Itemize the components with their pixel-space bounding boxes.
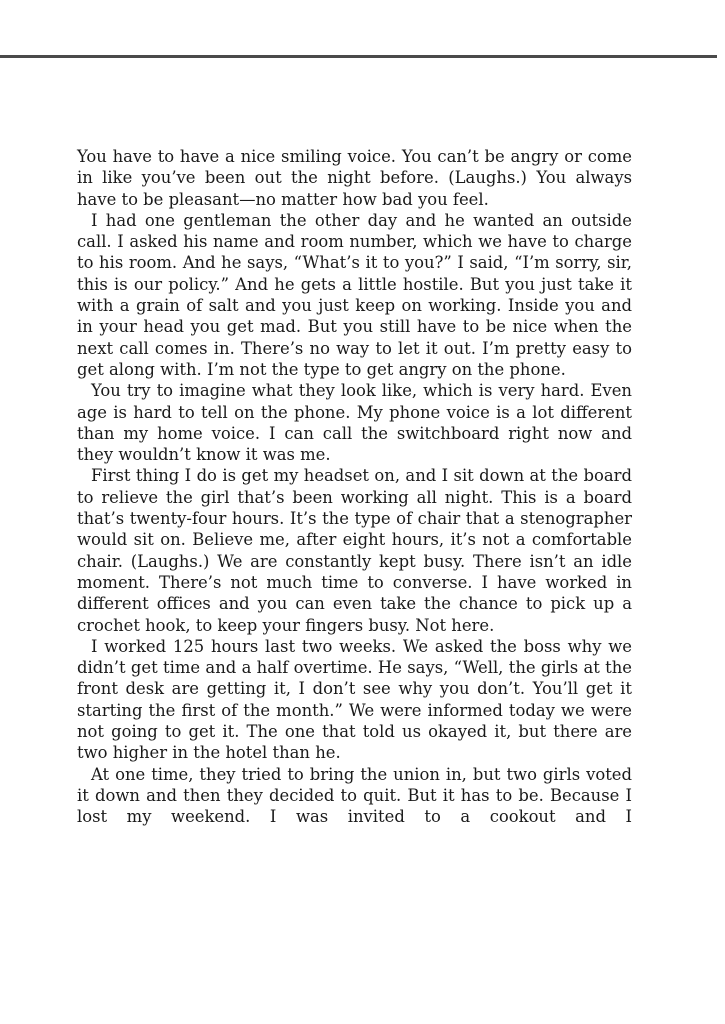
paragraph: I worked 125 hours last two weeks. We asked the boss why we didn’t get time and a half overtime. He says, “Well, the girls at the front desk are getting it, I don’t see why you don’t. You’ll get it starting the first of the month.” We were informed today we were not going to get it. The one that told us okayed it, but there are two higher in the hotel than he. <box>77 636 632 763</box>
paragraph: You have to have a nice smiling voice. You can’t be angry or come in like you’ve been out the night before. (Laughs.) You always have to be pleasant—no matter how bad you feel. <box>77 147 632 209</box>
paragraph: First thing I do is get my headset on, and I sit down at the board to relieve the girl that’s been working all night. This is a board that’s twenty-four hours. It’s the type of chair that a stenographer would sit on. Believe me, after eight hours, it’s not a comfortable chair. (Laughs.) We are constantly kept busy. There isn’t an idle moment. There’s not much time to converse. I have worked in different offices and you can even take the chance to pick up a crochet hook, to keep your fingers busy. Not here. <box>77 466 632 635</box>
top-divider-line <box>0 55 717 58</box>
paragraph: At one time, they tried to bring the union in, but two girls voted it down and then they decided to quit. But it has to be. Because I lost my weekend. I was invited to a cookout and I <box>77 764 632 827</box>
page-body-text <box>77 146 632 828</box>
paragraph: You try to imagine what they look like, which is very hard. Even age is hard to tell on the phone. My phone voice is a lot different than my home voice. I can call the switchboard right now and they wouldn’t know it was me. <box>77 381 632 465</box>
paragraph: I had one gentleman the other day and he wanted an outside call. I asked his name and room number, which we have to charge to his room. And he says, “What’s it to you?” I said, “I’m sorry, sir, this is our policy.” And he gets a little hostile. But you just take it with a grain of salt and you just keep on working. Inside you and in your head you get mad. But you still have to be nice when the next call comes in. There’s no way to let it out. I’m pretty easy to get along with. I’m not the type to get angry on the phone. <box>77 210 632 379</box>
